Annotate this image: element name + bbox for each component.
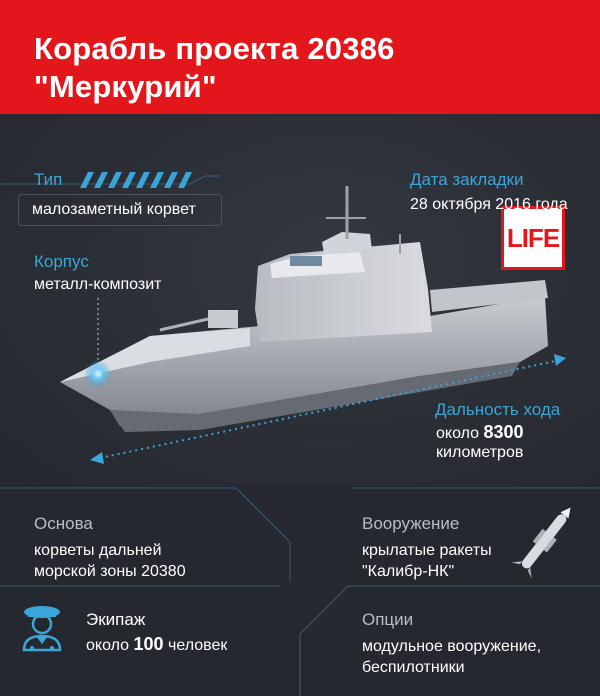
basis-value-1: корветы дальней xyxy=(34,542,162,559)
type-stripes xyxy=(80,172,192,188)
sailor-icon xyxy=(20,604,64,656)
crew-value: около 100 человек xyxy=(86,634,228,654)
crew-label: Экипаж xyxy=(86,610,146,629)
basis-label: Основа xyxy=(34,514,93,533)
range-unit: километров xyxy=(436,444,524,461)
ship-bridge-windows xyxy=(290,256,322,266)
options-value-2: беспилотники xyxy=(362,659,465,676)
options-label: Опции xyxy=(362,610,414,629)
ship-gun-barrel xyxy=(160,319,208,330)
range-value: около 8300 xyxy=(436,422,524,442)
range-number: 8300 xyxy=(483,422,524,442)
hull-label: Корпус xyxy=(34,252,89,271)
type-value: малозаметный корвет xyxy=(32,201,196,218)
ship-hero xyxy=(0,114,600,486)
basis-value-2: морской зоны 20380 xyxy=(34,563,186,580)
options-value-1: модульное вооружение, xyxy=(362,638,542,655)
life-logo: LIFE xyxy=(501,206,565,270)
armament-value-2: "Калибр-НК" xyxy=(362,563,455,580)
hull-value: металл-композит xyxy=(34,276,162,293)
specs-grid xyxy=(0,486,600,696)
ship-gun xyxy=(208,310,238,328)
range-arrow-left xyxy=(90,452,104,464)
armament-value-1: крылатые ракеты xyxy=(362,542,492,559)
page-title xyxy=(34,30,395,106)
missile-icon xyxy=(506,496,586,582)
header-banner xyxy=(0,0,600,114)
laid-date-label: Дата закладки xyxy=(410,170,524,189)
crew-number: 100 xyxy=(133,634,164,654)
armament-label: Вооружение xyxy=(362,514,460,533)
title-line-1: Корабль проекта 20386 xyxy=(34,31,395,66)
type-box xyxy=(18,194,222,226)
range-label: Дальность хода xyxy=(435,400,561,419)
hull-glow xyxy=(84,360,112,388)
range-arrow-right xyxy=(554,354,566,366)
type-label: Тип xyxy=(34,170,63,189)
laid-date-value: 28 октября 2016 года xyxy=(410,196,568,213)
title-line-2: "Меркурий" xyxy=(34,69,217,104)
